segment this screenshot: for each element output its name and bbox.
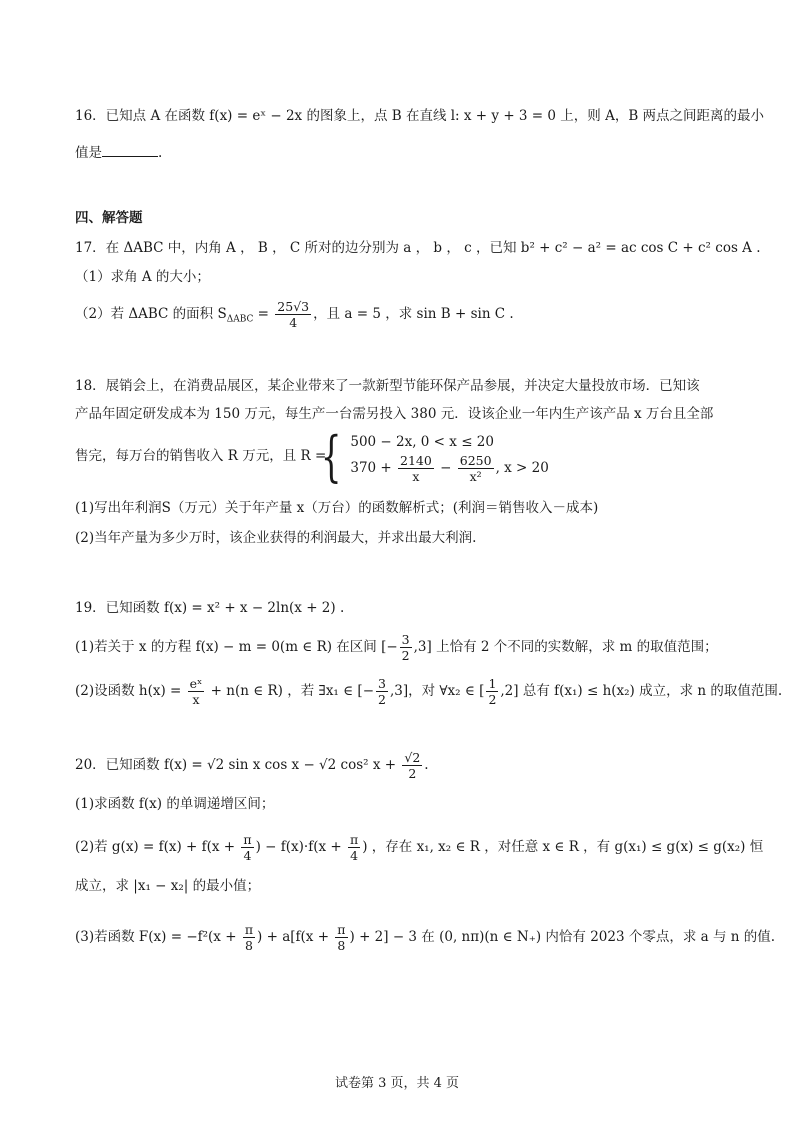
q19-part1-post: ,3] 上恰有 2 个不同的实数解，求 m 的取值范围； bbox=[413, 639, 718, 655]
q16-line1: 16．已知点 A 在函数 f(x) = eˣ − 2x 的图象上，点 B 在直线 l: x + y + 3 = 0 上，则 A，B 两点之间距离的最小 bbox=[75, 108, 765, 124]
q19-part2-mid2: ,3]，对 ∀x₂ ∈ [ bbox=[389, 683, 485, 699]
q19-part1-num: 3 bbox=[401, 632, 410, 647]
q18-case2-c: , x > 20 bbox=[495, 459, 549, 476]
q18-frac2-den: x² bbox=[469, 468, 482, 484]
q17-area-fraction bbox=[275, 299, 311, 330]
q18-frac1-den: x bbox=[412, 468, 420, 484]
q18-case2-frac2 bbox=[458, 453, 494, 484]
q19-line1: 19．已知函数 f(x) = x² + x − 2ln(x + 2) . bbox=[75, 600, 345, 616]
q20-part2-post: ) ，存在 x₁, x₂ ∈ R ，对任意 x ∈ R ，有 g(x₁) ≤ g(x) ≤ g(x₂) 恒 bbox=[362, 839, 764, 855]
q20-part2-line2: 成立，求 |x₁ − x₂| 的最小值； bbox=[75, 878, 261, 894]
q20-line1 bbox=[75, 748, 429, 782]
q19-part2-mid: + n(n ∈ R) ，若 ∃x₁ ∈ [− bbox=[206, 683, 375, 699]
q20-part2-num: π bbox=[243, 832, 252, 847]
q20-part3-frac2 bbox=[335, 922, 347, 953]
q17-part2-post: ，且 a = 5 ，求 sin B + sin C . bbox=[313, 306, 514, 322]
q20-line1-frac bbox=[402, 750, 422, 781]
q18-line1: 18．展销会上，在消费品展区，某企业带来了一款新型节能环保产品参展，并决定大量投放市场．已知该 bbox=[75, 378, 700, 394]
q20-part3 bbox=[75, 920, 775, 954]
q19-part2-den: x bbox=[192, 692, 200, 707]
q18-part1: (1)写出年利润S（万元）关于年产量 x（万台）的函数解析式；(利润＝销售收入－成本) bbox=[75, 500, 599, 516]
q20-part3-den-b: 8 bbox=[337, 938, 346, 953]
q17-part2-sub: ΔABC bbox=[226, 314, 254, 325]
q18-case2-frac1 bbox=[398, 453, 434, 484]
q18-part2: (2)当年产量为多少万时，该企业获得的利润最大，并求出最大利润. bbox=[75, 530, 477, 546]
q18-frac1-num: 2140 bbox=[400, 452, 432, 468]
left-brace: { bbox=[320, 425, 342, 488]
q20-part3-post: ) + 2] − 3 在 (0, nπ)(n ∈ N₊) 内恰有 2023 个零点，求 a 与 n 的值. bbox=[349, 929, 776, 945]
q17-part1: （1）求角 A 的大小； bbox=[75, 269, 210, 285]
q19-part2-den3: 2 bbox=[488, 692, 497, 707]
q17-part2-eq: = bbox=[253, 306, 274, 322]
q20-part3-num: π bbox=[244, 922, 254, 937]
q18-cases bbox=[350, 431, 548, 484]
q20-part2-den: 4 bbox=[243, 848, 252, 863]
q18-case2-a: 370 + bbox=[350, 459, 397, 476]
q20-part2-frac1 bbox=[241, 832, 253, 863]
q19-part2-post: ,2] 总有 f(x₁) ≤ h(x₂) 成立，求 n 的取值范围. bbox=[500, 683, 783, 699]
q19-part2-frac1 bbox=[188, 676, 205, 707]
q20-line1-num: √2 bbox=[404, 750, 421, 765]
q19-part2-num2: 3 bbox=[378, 676, 386, 691]
q18-case2 bbox=[350, 453, 548, 484]
q18-case1: 500 − 2x, 0 < x ≤ 20 bbox=[350, 433, 494, 450]
q17-line1: 17．在 ΔABC 中，内角 A ， B ， C 所对的边分别为 a ， b ， c ，已知 b² + c² − a² = ac cos C + c² cos A . bbox=[75, 240, 761, 256]
q20-line1-post: . bbox=[424, 757, 429, 773]
q19-part1-frac bbox=[400, 632, 412, 663]
q18-piecewise bbox=[314, 425, 549, 488]
q20-part1: (1)求函数 f(x) 的单调递增区间； bbox=[75, 796, 275, 812]
q20-part3-pre: (3)若函数 F(x) = −f²(x + bbox=[75, 929, 241, 945]
q20-part2-frac2 bbox=[348, 832, 360, 863]
q20-part2-mid: ) − f(x)·f(x + bbox=[255, 839, 346, 855]
q17-area-num: 25√3 bbox=[277, 299, 310, 314]
answer-blank bbox=[102, 142, 158, 157]
q19-part1-pre: (1)若关于 x 的方程 f(x) − m = 0(m ∈ R) 在区间 [− bbox=[75, 639, 398, 655]
q19-part2-pre: (2)设函数 h(x) = bbox=[75, 683, 186, 699]
q16-line2-pre: 值是 bbox=[75, 145, 102, 161]
q17-part2-pre: （2）若 ΔABC 的面积 S bbox=[75, 306, 227, 322]
q20-part3-frac1 bbox=[243, 922, 255, 953]
q20-part2-num-b: π bbox=[350, 832, 359, 847]
q16-line2 bbox=[75, 142, 162, 163]
q18-frac2-num: 6250 bbox=[459, 452, 492, 468]
q19-part2 bbox=[75, 674, 782, 708]
q18-line2: 产品年固定研发成本为 150 万元，每生产一台需另投入 380 元．设该企业一年内生产该产品 x 万台且全部 bbox=[75, 406, 714, 422]
q19-part2-den2: 2 bbox=[378, 692, 386, 707]
q20-part3-den: 8 bbox=[244, 938, 253, 953]
q18-line3: 售完，每万台的销售收入 R 万元，且 R = bbox=[75, 448, 327, 464]
q19-part1 bbox=[75, 630, 718, 664]
q20-part2 bbox=[75, 830, 763, 864]
q20-part2-pre: (2)若 g(x) = f(x) + f(x + bbox=[75, 839, 240, 855]
q17-area-den: 4 bbox=[289, 315, 298, 330]
q19-part1-den: 2 bbox=[401, 648, 410, 663]
q19-part2-frac2 bbox=[376, 676, 388, 707]
q20-line1-den: 2 bbox=[408, 766, 417, 781]
q18-case2-b: − bbox=[435, 459, 456, 476]
q20-part3-mid: ) + a[f(x + bbox=[257, 929, 334, 945]
q20-part3-num-b: π bbox=[337, 922, 346, 937]
q19-part2-num3: 1 bbox=[488, 676, 497, 691]
q16-line2-post: . bbox=[158, 145, 163, 161]
q17-part2 bbox=[75, 298, 514, 336]
q19-part2-frac3 bbox=[486, 676, 498, 707]
q20-part2-den-b: 4 bbox=[350, 848, 359, 863]
q20-line1-pre: 20．已知函数 f(x) = √2 sin x cos x − √2 cos² x + bbox=[75, 757, 401, 773]
section-title: 四、解答题 bbox=[75, 210, 143, 226]
page-footer: 试卷第 3 页，共 4 页 bbox=[334, 1076, 460, 1091]
q19-part2-num: eˣ bbox=[189, 676, 203, 691]
